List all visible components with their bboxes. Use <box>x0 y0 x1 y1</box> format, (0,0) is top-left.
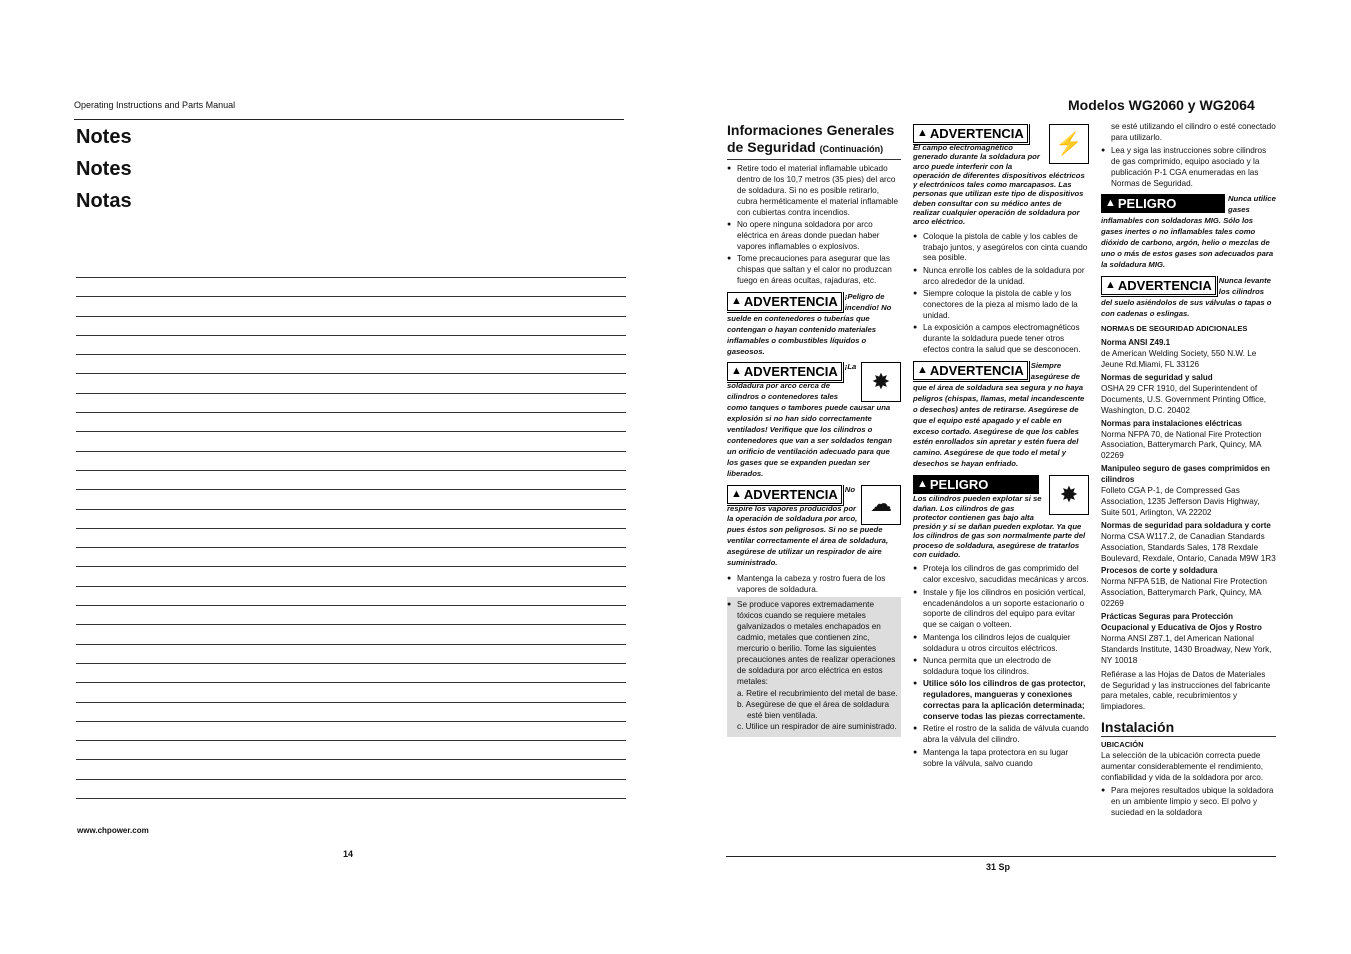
warning-text: ¡Peligro de incendio! No suelde en contenedores o tuberías que contengan o hayan contenido materiales inflamables o combustibles líquidos o gaseosos. <box>727 291 892 356</box>
warning-text: No respire los vapores producidos por la operación de soldadura por arco, pues éstos son peligrosos. Si no se puede ventilar correctamente el área de soldadura, asegúrese de utilizar un respirador de aire suministrado. <box>727 484 889 568</box>
section-title <box>727 122 901 160</box>
warning-triangle-icon: ▲ <box>917 127 928 139</box>
explosion-icon: ✸ <box>1049 475 1089 515</box>
note-line <box>76 528 626 547</box>
notes-title-2: Notes <box>76 158 132 180</box>
standard-text: Norma NFPA 70, de National Fire Protection Association, Batterymarch Park, Quincy, MA 02269 <box>1101 429 1262 461</box>
note-line <box>76 682 626 701</box>
bullet-list <box>913 232 1089 356</box>
warning-text: ¡La soldadura por arco cerca de cilindros o contenedores tales como tanques o tambores puede causar una explosión si no han sido correctamente ventilados! Verifique que los cilindros o contenedores que van a ser soldados tengan un orificio de ventilación adecuado para que los gases que se expanden puedan ser liberados. <box>727 362 892 478</box>
section-title-text: Informaciones Generales de Seguridad <box>727 122 895 155</box>
warning-triangle-icon: ▲ <box>731 487 742 500</box>
note-line <box>76 605 626 624</box>
list-item: ● Mantenga la tapa protectora en su lugar sobre la válvula, salvo cuando <box>913 748 1089 770</box>
column-3 <box>1101 122 1276 820</box>
list-item: ● Retire el rostro de la salida de válvula cuando abra la válvula del cilindro. <box>913 724 1089 746</box>
list-item: ● Tome precauciones para asegurar que las chispas que saltan y el calor no produzcan fuego en áreas ocultas, rajaduras, etc. <box>727 254 901 287</box>
list-item: ● Nunca permita que un electrodo de soldadura toque los cilindros. <box>913 656 1089 678</box>
notes-lines <box>76 277 626 817</box>
sub-item: b. Asegúrese de que el área de soldadura esté bien ventilada. <box>737 699 890 720</box>
warning-triangle-icon: ▲ <box>1105 197 1116 210</box>
warning-triangle-icon: ▲ <box>917 364 928 377</box>
warning-triangle-icon: ▲ <box>731 365 742 378</box>
bullet-list <box>727 600 899 687</box>
pacemaker-icon: ⚡ <box>1049 124 1089 164</box>
notes-title-3: Notas <box>76 190 132 212</box>
list-item: ● Mantenga los cilindros lejos de cualquier soldadura u otros circuitos eléctricos. <box>913 633 1089 655</box>
danger-label: PELIGRO <box>1117 196 1177 212</box>
standards-title: NORMAS DE SEGURIDAD ADICIONALES <box>1101 324 1248 334</box>
note-line <box>76 547 626 566</box>
note-line <box>76 740 626 759</box>
notes-title-1: Notes <box>76 126 132 148</box>
list-item: ● La exposición a campos electromagnéticos durante la soldadura puede tener otros efectos contra la salud que se desconocen. <box>913 323 1089 356</box>
warning-label: ADVERTENCIA <box>743 293 838 309</box>
note-line <box>76 451 626 470</box>
bullet-list <box>727 164 901 287</box>
warning-text: El campo electromagnético generado durante la soldadura por arco puede interferir con la operación de diferentes dispositivos eléctricos y electrónicos tales como marcapasos. Las personas que utilizan este tipo de dispositivos deben consultar con su médico antes de realizar cualquier operación de soldadura por arco eléctrico. <box>913 143 1085 227</box>
refer-text: Refiérase a las Hojas de Datos de Materiales de Seguridad y las instrucciones del fabricante para metales, cable, recubrimientos y limpiadores. <box>1101 669 1271 712</box>
website-url: www.chpower.com <box>77 826 149 835</box>
note-line <box>76 798 626 817</box>
standard-text: Norma CSA W117.2, de Canadian Standards Association, Standards Sales, 178 Rexdale Boulevard, Rexdale, Ontario, Canada M9W 1R3 <box>1101 531 1276 563</box>
sub-item: a. Retire el recubrimiento del metal de base. <box>737 689 898 699</box>
warning-text: Los cilindros pueden explotar si se dañan. Los cilindros de gas protector contienen gas bajo alta presión y si se dañan pueden explotar. Ya que los cilindros de gas son normalmente parte del proceso de soldadura, asegúrese de tratarlos con cuidado. <box>913 494 1086 559</box>
warning-triangle-icon: ▲ <box>1105 278 1116 291</box>
warning-triangle-icon: ▲ <box>731 294 742 307</box>
fumes-icon: ☁ <box>861 485 901 525</box>
note-line <box>76 277 626 296</box>
warning-signal <box>727 292 842 311</box>
standard-text: OSHA 29 CFR 1910, del Superintendent of Documents, U.S. Government Printing Office, Washington, D.C. 20402 <box>1101 383 1267 415</box>
bullet-list <box>1101 146 1276 190</box>
list-item: ● Mantenga la cabeza y rostro fuera de los vapores de soldadura. <box>727 574 901 596</box>
page-number: 14 <box>343 849 354 859</box>
standard-text: de American Welding Society, 550 N.W. Le Jeune Rd.Miami, FL 33126 <box>1101 349 1257 370</box>
header-rule <box>74 119 624 120</box>
note-line <box>76 624 626 643</box>
note-line <box>76 354 626 373</box>
note-line <box>76 470 626 489</box>
list-item: ● Proteja los cilindros de gas comprimido del calor excesivo, sacudidas mecánicas y arcos. <box>913 564 1089 586</box>
note-line <box>76 644 626 663</box>
warning-box <box>913 361 1089 470</box>
installation-title: Instalación <box>1101 719 1276 737</box>
warning-label: ADVERTENCIA <box>743 364 838 380</box>
note-line <box>76 373 626 392</box>
note-line <box>76 316 626 335</box>
warning-signal <box>913 361 1028 380</box>
note-line <box>76 296 626 315</box>
danger-signal <box>1101 194 1225 213</box>
standard-head: Normas de seguridad y salud <box>1101 373 1213 383</box>
list-item: ● Lea y siga las instrucciones sobre cilindros de gas comprimido, equipo asociado y la publicación P-1 CGA enumeradas en las Normas de Seguridad. <box>1101 146 1276 190</box>
danger-signal <box>913 475 1039 494</box>
standard-head: Manipuleo seguro de gases comprimidos en cilindros <box>1101 464 1270 485</box>
warning-signal <box>727 485 842 504</box>
warning-box <box>727 485 901 569</box>
list-item: ● No opere ninguna soldadora por arco eléctrica en áreas donde puedan haber vapores inflamables o explosivos. <box>727 220 901 253</box>
list-item: ● Retire todo el material inflamable ubicado dentro de los 10,7 metros (35 pies) del arco de soldadura. Si no es posible retirarlo, cubra herméticamente el material inflamable con cubiertas contra incendios. <box>727 164 901 219</box>
standard-head: Procesos de corte y soldadura <box>1101 566 1218 576</box>
standards-list <box>1101 338 1276 666</box>
page-number-right: 31 Sp <box>986 862 1011 872</box>
warning-label: ADVERTENCIA <box>929 363 1024 379</box>
bullet-list <box>913 564 1089 769</box>
bullet-list <box>1101 786 1276 819</box>
warning-box <box>1101 276 1276 320</box>
warning-box <box>727 292 901 357</box>
footer-rule <box>726 856 1276 857</box>
note-line <box>76 431 626 450</box>
standard-text: Folleto CGA P-1, de Compressed Gas Association, 1235 Jefferson Davis Highway, Suite 501, Arlington, VA 22202 <box>1101 486 1260 517</box>
note-line <box>76 721 626 740</box>
list-item: ● Nunca enrolle los cables de la soldadura por arco alrededor de la unidad. <box>913 266 1089 288</box>
standard-head: Prácticas Seguras para Protección Ocupacional y Educativa de Ojos y Rostro <box>1101 612 1262 632</box>
list-item: ● Siempre coloque la pistola de cable y los conectores de la pieza al mismo lado de la unidad. <box>913 289 1089 322</box>
location-title: UBICACIÓN <box>1101 740 1144 750</box>
standard-text: Norma NFPA 51B, de National Fire Protection Association, Batterymarch Park, Quincy, MA 02269 <box>1101 577 1267 609</box>
warning-text: Siempre asegúrese de que el área de soldadura sea segura y no haya peligros (chispas, llamas, metal incandescente o desechos) antes de retirarse. Asegúrese de que el equipo esté apagado y el cable en exceso cortado. Asegúrese de que los cables estén enrollados sin apretar y estén fuera del camino. Asegúrese de que todo el metal y desechos se hayan enfriado. <box>913 361 1085 469</box>
warning-text: Nunca levante los cilindros del suelo asiéndolos de sus válvulas o tapas o con cadenas o eslingas. <box>1101 275 1272 318</box>
list-item-bold: ● Utilice sólo los cilindros de gas protector, reguladores, mangueras y conexiones correctas para la aplicación determinada; conserve todas las piezas correctamente. <box>913 679 1089 723</box>
standard-head: Normas de seguridad para soldadura y corte <box>1101 520 1271 530</box>
note-line <box>76 759 626 778</box>
shaded-block <box>727 597 901 736</box>
note-line <box>76 586 626 605</box>
note-line <box>76 393 626 412</box>
warning-triangle-icon: ▲ <box>917 478 928 491</box>
sub-item: c. Utilice un respirador de aire suministrado. <box>737 721 897 731</box>
note-line <box>76 335 626 354</box>
note-line <box>76 663 626 682</box>
list-item: ● Para mejores resultados ubique la soldadora en un ambiente limpio y seco. El polvo y suciedad en la soldadora <box>1101 786 1276 819</box>
warning-signal <box>913 124 1028 143</box>
warning-text: Nunca utilice gases inflamables con soldadoras MIG. Sólo los gases inertes o no inflamables tales como dióxido de carbono, argón, helio o mezclas de uno o más de estos gases son adecuados para la soldadura MIG. <box>1101 194 1276 269</box>
list-item: ● Instale y fije los cilindros en posición vertical, encadenándolos a un soporte estacionario o soporte de cilindros del equipo para evitar que se caigan o volteen. <box>913 588 1089 632</box>
warning-label: ADVERTENCIA <box>929 126 1024 141</box>
list-item: ● Coloque la pistola de cable y los cables de trabajo juntos, y asegúrelos con cinta cuando sea posible. <box>913 232 1089 265</box>
warning-box <box>1101 194 1276 270</box>
note-line <box>76 489 626 508</box>
warning-signal <box>727 362 842 381</box>
note-line <box>76 509 626 528</box>
list-item: ● Se produce vapores extremadamente tóxicos cuando se requiere metales galvanizados o metales enchapados en cadmio, metales que contienen zinc, mercurio o berilio. Tome las siguientes precauciones antes de realizar operaciones de soldadura por arco eléctrica en estos metales: <box>727 600 899 687</box>
column-1 <box>727 122 901 737</box>
standard-text: Norma ANSI Z87.1, del American National Standards Institute, 1430 Broadway, New York, NY 10018 <box>1101 633 1272 665</box>
note-line <box>76 566 626 585</box>
warning-box <box>727 362 901 479</box>
warning-box <box>913 475 1089 559</box>
models-header: Modelos WG2060 y WG2064 <box>1068 97 1255 113</box>
section-title-suffix: (Continuación) <box>819 143 884 154</box>
warning-box <box>913 124 1089 227</box>
bullet-list <box>727 574 901 596</box>
location-text: La selección de la ubicación correcta puede aumentar considerablemente el rendimiento, confiabilidad y vida de la soldadora por arco. <box>1101 751 1264 782</box>
warning-signal <box>1101 276 1216 295</box>
explosion-icon: ✸ <box>861 362 901 402</box>
note-line <box>76 702 626 721</box>
continued-text: se esté utilizando el cilindro o esté conectado para utilizarlo. <box>1111 122 1276 142</box>
page-header: Operating Instructions and Parts Manual <box>74 100 236 110</box>
warning-label: ADVERTENCIA <box>1117 277 1212 293</box>
danger-label: PELIGRO <box>929 477 989 493</box>
sub-list <box>727 689 899 733</box>
note-line <box>76 412 626 431</box>
note-line <box>76 779 626 798</box>
standard-head: Norma ANSI Z49.1 <box>1101 338 1171 348</box>
warning-label: ADVERTENCIA <box>743 486 838 502</box>
standard-head: Normas para instalaciones eléctricas <box>1101 418 1242 428</box>
column-2 <box>913 122 1089 771</box>
